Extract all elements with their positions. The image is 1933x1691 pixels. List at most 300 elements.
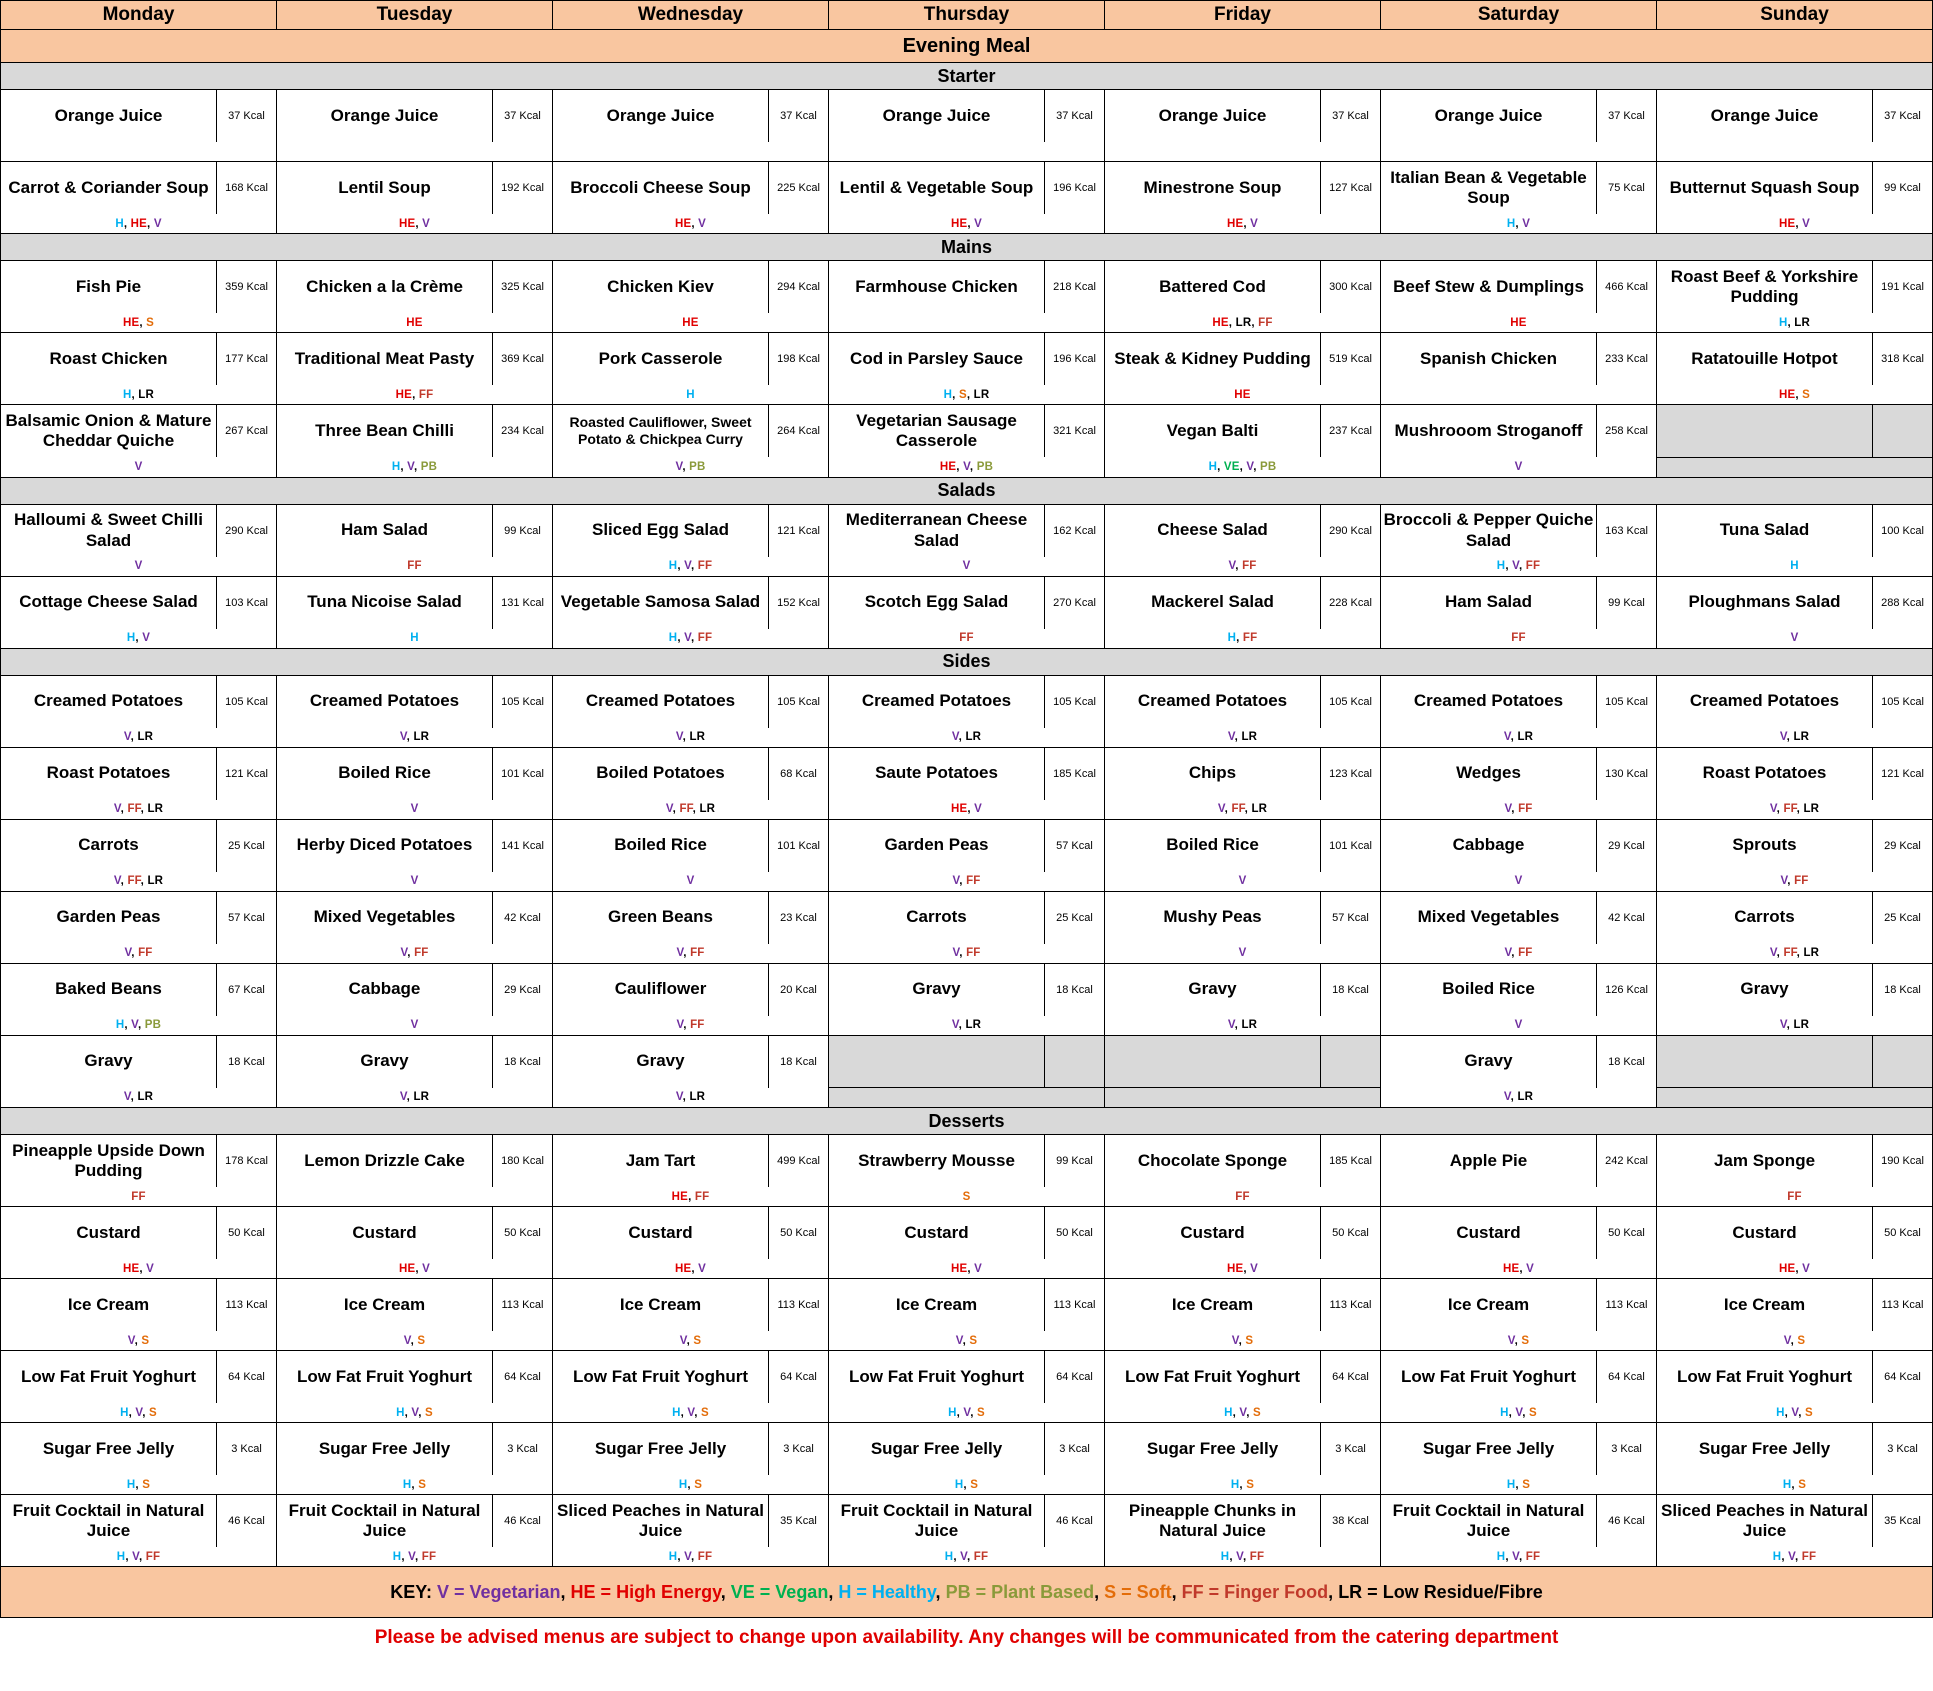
diet-tag-h: H (948, 1406, 957, 1419)
dish-kcal: 42 Kcal (1597, 891, 1657, 944)
tag-separator: , (682, 1091, 690, 1104)
dish-name: Farmhouse Chicken (829, 261, 1045, 314)
diet-tag-h: H (126, 1478, 136, 1491)
dish-name: Broccoli Cheese Soup (553, 162, 769, 215)
dish-tags (1381, 313, 1657, 333)
menu-tags-row (1, 1187, 1933, 1207)
diet-tag-v: V (960, 1550, 967, 1563)
diet-tag-lr: LR (965, 1019, 982, 1031)
dish-tags (1381, 800, 1657, 820)
dish-name: Ice Cream (1, 1279, 217, 1332)
dish-name: Gravy (1381, 1035, 1597, 1088)
tag-separator: , (1514, 1334, 1522, 1347)
section-header-desserts: Desserts (1, 1108, 1933, 1135)
dish-kcal: 113 Kcal (1321, 1279, 1381, 1332)
menu-tags-row (1, 800, 1933, 820)
dish-kcal: 121 Kcal (769, 504, 829, 557)
tag-separator: , (140, 875, 148, 887)
dish-name: Jam Tart (553, 1135, 769, 1188)
dish-kcal: 466 Kcal (1597, 261, 1657, 314)
dish-tags (277, 457, 553, 477)
section-row-mains (1, 234, 1933, 261)
section-row-sides (1, 648, 1933, 675)
dish-tags (1105, 557, 1381, 577)
diet-tag-ff: FF (694, 1190, 710, 1203)
tag-separator: , (1242, 1550, 1250, 1563)
dish-tags (1381, 457, 1657, 477)
menu-item-row (1, 1207, 1933, 1260)
tag-separator: , (1232, 1406, 1240, 1419)
dish-name: Broccoli & Pepper Quiche Salad (1381, 504, 1597, 557)
tag-separator: , (406, 1091, 414, 1104)
diet-tag-h: H (1220, 1550, 1230, 1563)
dish-name: Minestrone Soup (1105, 162, 1321, 215)
diet-tag-h: H (1230, 1478, 1240, 1491)
legend-separator: , (828, 1581, 839, 1602)
dish-tags (1657, 1475, 1933, 1495)
menu-body (1, 1, 1933, 1659)
legend-key (1, 1567, 1933, 1618)
menu-item-row (1, 1035, 1933, 1088)
tag-separator: , (953, 1550, 961, 1563)
diet-tag-v: V (1238, 947, 1247, 959)
empty-cell (1657, 405, 1873, 458)
dish-kcal: 67 Kcal (217, 963, 277, 1016)
diet-tag-s: S (1253, 1406, 1261, 1419)
dish-tags (277, 944, 553, 964)
tag-separator: , (120, 803, 128, 815)
dish-name: Sugar Free Jelly (277, 1423, 493, 1476)
dish-tags (553, 385, 829, 405)
diet-tag-he: HE (1212, 316, 1229, 329)
legend-entry-lr: LR = Low Residue/Fibre (1338, 1581, 1543, 1602)
dish-kcal: 3 Kcal (769, 1423, 829, 1476)
diet-tag-lr: LR (138, 388, 155, 401)
diet-tag-lr: LR (689, 731, 706, 743)
diet-tag-ff: FF (138, 947, 153, 959)
dish-kcal: 64 Kcal (1321, 1351, 1381, 1404)
dish-tags (277, 872, 553, 892)
menu-tags-row (1, 944, 1933, 964)
tag-separator: , (1224, 803, 1232, 815)
dish-name: Lemon Drizzle Cake (277, 1135, 493, 1188)
menu-tags-row (1, 1016, 1933, 1036)
diet-tag-lr: LR (1517, 731, 1534, 743)
diet-tag-v: V (410, 1019, 419, 1031)
dish-kcal: 130 Kcal (1597, 747, 1657, 800)
dish-tags (1, 557, 277, 577)
dish-name: Ice Cream (1657, 1279, 1873, 1332)
dish-name: Ratatouille Hotpot (1657, 333, 1873, 386)
diet-tag-v: V (1246, 460, 1254, 473)
menu-item-row (1, 819, 1933, 872)
diet-tag-s: S (1522, 1478, 1531, 1491)
dish-kcal: 325 Kcal (493, 261, 553, 314)
diet-tag-he: HE (1778, 217, 1796, 230)
diet-tag-h: H (115, 217, 124, 230)
dish-kcal: 37 Kcal (1321, 90, 1381, 143)
dish-kcal: 18 Kcal (1321, 963, 1381, 1016)
diet-tag-ff: FF (697, 560, 713, 572)
dish-name: Custard (277, 1207, 493, 1260)
tag-separator: , (135, 1478, 143, 1491)
day-header-tuesday: Tuesday (277, 1, 553, 30)
tag-separator: , (123, 217, 131, 230)
diet-tag-v: V (1779, 731, 1787, 743)
diet-tag-v: V (974, 803, 983, 815)
dish-kcal: 99 Kcal (493, 504, 553, 557)
diet-tag-v: V (1780, 875, 1788, 887)
dish-name: Fruit Cocktail in Natural Juice (1, 1495, 217, 1548)
dish-kcal: 101 Kcal (769, 819, 829, 872)
dish-name: Creamed Potatoes (277, 675, 493, 728)
dish-tags (829, 728, 1105, 748)
diet-tag-s: S (694, 1478, 703, 1491)
dish-tags (1657, 1547, 1933, 1567)
dish-name: Fish Pie (1, 261, 217, 314)
dish-tags (1, 1016, 277, 1036)
dish-tags (1105, 728, 1381, 748)
dish-kcal: 3 Kcal (1321, 1423, 1381, 1476)
tag-separator: , (1787, 316, 1795, 329)
diet-tag-lr: LR (1793, 1019, 1810, 1031)
diet-tag-s: S (425, 1406, 433, 1419)
dish-tags (277, 1403, 553, 1423)
diet-tag-v: V (146, 1262, 155, 1275)
tag-separator: , (400, 460, 408, 473)
section-header-mains: Mains (1, 234, 1933, 261)
dish-tags (1657, 800, 1933, 820)
dish-kcal: 369 Kcal (493, 333, 553, 386)
dish-kcal: 141 Kcal (493, 819, 553, 872)
tag-separator: , (415, 217, 423, 230)
dish-name: Ice Cream (277, 1279, 493, 1332)
diet-tag-h: H (1496, 560, 1506, 572)
day-header-wednesday: Wednesday (553, 1, 829, 30)
dish-name: Sugar Free Jelly (1, 1423, 217, 1476)
dish-tags (1, 313, 277, 333)
diet-tag-s: S (970, 1478, 979, 1491)
diet-tag-lr: LR (1793, 731, 1810, 743)
menu-item-row (1, 1135, 1933, 1188)
diet-tag-v: V (410, 803, 419, 815)
dish-kcal: 191 Kcal (1873, 261, 1933, 314)
dish-name: Mushy Peas (1105, 891, 1321, 944)
menu-item-row (1, 504, 1933, 557)
tag-separator: , (131, 388, 139, 401)
tag-separator: , (677, 632, 685, 644)
dish-tags (1381, 557, 1657, 577)
dish-tags (1105, 800, 1381, 820)
diet-tag-he: HE (1502, 1262, 1520, 1275)
dish-kcal: 290 Kcal (1321, 504, 1381, 557)
diet-tag-s: S (1246, 1478, 1255, 1491)
diet-tag-v: V (134, 460, 143, 473)
dish-name: Vegan Balti (1105, 405, 1321, 458)
section-header-sides: Sides (1, 648, 1933, 675)
dish-tags (277, 1475, 553, 1495)
dish-kcal: 37 Kcal (217, 90, 277, 143)
diet-tag-h: H (1506, 217, 1516, 230)
diet-tag-v: V (127, 1334, 135, 1347)
diet-tag-ff: FF (690, 1019, 705, 1031)
dish-name: Ploughmans Salad (1657, 576, 1873, 629)
dish-name: Orange Juice (1657, 90, 1873, 143)
diet-tag-v: V (153, 217, 162, 230)
dish-kcal: 50 Kcal (1045, 1207, 1105, 1260)
dish-tags (277, 1187, 553, 1207)
dish-tags (1105, 1259, 1381, 1279)
tag-separator: , (1515, 1478, 1523, 1491)
dish-name: Mediterranean Cheese Salad (829, 504, 1045, 557)
diet-tag-h: H (122, 388, 132, 401)
dish-name: Gravy (829, 963, 1045, 1016)
tag-separator: , (1510, 1091, 1518, 1104)
dish-name: Balsamic Onion & Mature Cheddar Quiche (1, 405, 217, 458)
diet-tag-ve: VE (1223, 460, 1240, 473)
dish-tags (1, 1403, 277, 1423)
diet-tag-he: HE (674, 217, 692, 230)
dish-tags (1105, 1331, 1381, 1351)
dish-kcal: 168 Kcal (217, 162, 277, 215)
diet-tag-v: V (1217, 803, 1225, 815)
dish-name: Creamed Potatoes (829, 675, 1045, 728)
diet-tag-v: V (403, 1334, 411, 1347)
diet-tag-h: H (1506, 1478, 1516, 1491)
dish-name: Pork Casserole (553, 333, 769, 386)
dish-tags (1657, 728, 1933, 748)
dish-kcal: 18 Kcal (769, 1035, 829, 1088)
dish-kcal: 29 Kcal (1597, 819, 1657, 872)
dish-kcal: 3 Kcal (1873, 1423, 1933, 1476)
dish-name: Pineapple Upside Down Pudding (1, 1135, 217, 1188)
legend-entry-s: S = Soft (1104, 1581, 1172, 1602)
menu-item-row (1, 576, 1933, 629)
dish-tags (829, 1547, 1105, 1567)
dish-tags (829, 629, 1105, 649)
dish-name: Mixed Vegetables (277, 891, 493, 944)
dish-tags (1, 1475, 277, 1495)
dish-name: Halloumi & Sweet Chilli Salad (1, 504, 217, 557)
diet-tag-pb: PB (689, 460, 706, 473)
tag-separator: , (1515, 217, 1523, 230)
dish-kcal: 163 Kcal (1597, 504, 1657, 557)
dish-tags (1381, 1547, 1657, 1567)
diet-tag-he: HE (674, 1262, 692, 1275)
dish-name: Three Bean Chilli (277, 405, 493, 458)
tag-separator: , (147, 217, 154, 230)
menu-tags-row (1, 728, 1933, 748)
dish-tags (1381, 629, 1657, 649)
dish-tags (1105, 629, 1381, 649)
diet-tag-v: V (963, 460, 970, 473)
dish-kcal: 126 Kcal (1597, 963, 1657, 1016)
dish-kcal: 101 Kcal (493, 747, 553, 800)
diet-tag-s: S (146, 316, 155, 329)
diet-tag-h: H (1776, 1406, 1785, 1419)
empty-cell (1045, 1035, 1105, 1088)
dish-tags (553, 557, 829, 577)
tag-separator: , (401, 1550, 409, 1563)
dish-tags (1657, 1016, 1933, 1036)
tag-separator: , (959, 875, 967, 887)
dish-kcal: 225 Kcal (769, 162, 829, 215)
dish-kcal: 123 Kcal (1321, 747, 1381, 800)
legend-entry-he: HE = High Energy (570, 1581, 721, 1602)
tag-separator: , (1794, 1550, 1802, 1563)
dish-tags (553, 142, 829, 162)
menu-item-row (1, 1351, 1933, 1404)
diet-tag-lr: LR (1235, 316, 1252, 329)
diet-tag-lr: LR (413, 1091, 430, 1104)
diet-tag-s: S (1805, 1406, 1813, 1419)
dish-tags (1381, 1475, 1657, 1495)
dish-kcal: 185 Kcal (1321, 1135, 1381, 1188)
dish-tags (553, 728, 829, 748)
dish-kcal: 99 Kcal (1597, 576, 1657, 629)
diet-tag-lr: LR (1251, 803, 1268, 815)
menu-item-row (1, 261, 1933, 314)
diet-tag-ff: FF (418, 388, 434, 401)
tag-separator: , (1243, 217, 1251, 230)
menu-item-row (1, 675, 1933, 728)
diet-tag-h: H (1790, 560, 1799, 572)
dish-kcal: 64 Kcal (493, 1351, 553, 1404)
dish-tags (1381, 1403, 1657, 1423)
dish-kcal: 190 Kcal (1873, 1135, 1933, 1188)
tag-separator: , (682, 460, 690, 473)
diet-tag-ff: FF (1235, 1190, 1250, 1203)
dish-name: Roast Chicken (1, 333, 217, 386)
dish-name: Garden Peas (1, 891, 217, 944)
diet-tag-v: V (1779, 1019, 1787, 1031)
diet-tag-ff: FF (1511, 632, 1526, 644)
diet-tag-v: V (951, 731, 959, 743)
dish-kcal: 233 Kcal (1597, 333, 1657, 386)
diet-tag-h: H (686, 388, 695, 401)
menu-tags-row (1, 1475, 1933, 1495)
dish-kcal: 321 Kcal (1045, 405, 1105, 458)
menu-item-row (1, 90, 1933, 143)
dish-kcal: 294 Kcal (769, 261, 829, 314)
day-header-monday: Monday (1, 1, 277, 30)
diet-tag-v: V (974, 217, 983, 230)
dish-kcal: 242 Kcal (1597, 1135, 1657, 1188)
dish-name: Carrots (829, 891, 1045, 944)
menu-item-row (1, 747, 1933, 800)
diet-tag-h: H (1227, 632, 1237, 644)
tag-separator: , (694, 1406, 702, 1419)
dish-tags (829, 872, 1105, 892)
diet-tag-ff: FF (1242, 560, 1257, 572)
dish-kcal: 64 Kcal (217, 1351, 277, 1404)
diet-tag-h: H (668, 560, 678, 572)
diet-tag-s: S (701, 1406, 709, 1419)
diet-tag-v: V (665, 803, 673, 815)
diet-tag-s: S (1521, 1334, 1530, 1347)
diet-tag-lr: LR (1241, 1019, 1258, 1031)
tag-separator: , (1791, 1478, 1799, 1491)
dish-name: Boiled Rice (553, 819, 769, 872)
diet-tag-ff: FF (127, 803, 141, 815)
diet-tag-h: H (126, 632, 136, 644)
diet-tag-h: H (396, 1406, 405, 1419)
diet-tag-h: H (943, 388, 953, 401)
tag-separator: , (1238, 1334, 1246, 1347)
dish-tags (1105, 142, 1381, 162)
section-header-salads: Salads (1, 477, 1933, 504)
dish-kcal: 99 Kcal (1873, 162, 1933, 215)
dish-tags (1105, 1403, 1381, 1423)
dish-name: Tuna Salad (1657, 504, 1873, 557)
diet-tag-he: HE (950, 217, 968, 230)
dish-tags (829, 1475, 1105, 1495)
tag-separator: , (1251, 316, 1259, 329)
menu-tags-row (1, 1259, 1933, 1279)
dish-name: Custard (1381, 1207, 1597, 1260)
dish-name: Lentil & Vegetable Soup (829, 162, 1045, 215)
menu-tags-row (1, 1331, 1933, 1351)
dish-name: Steak & Kidney Pudding (1105, 333, 1321, 386)
diet-tag-h: H (954, 1478, 964, 1491)
dish-name: Boiled Rice (1105, 819, 1321, 872)
diet-tag-he: HE (950, 1262, 968, 1275)
diet-tag-v: V (399, 1091, 407, 1104)
dish-kcal: 46 Kcal (1597, 1495, 1657, 1548)
diet-tag-ff: FF (127, 875, 141, 887)
dish-kcal: 57 Kcal (1045, 819, 1105, 872)
tag-separator: , (962, 1334, 970, 1347)
diet-tag-v: V (408, 1550, 415, 1563)
diet-tag-lr: LR (147, 875, 164, 887)
dish-kcal: 105 Kcal (1045, 675, 1105, 728)
tag-separator: , (958, 731, 966, 743)
dish-kcal: 234 Kcal (493, 405, 553, 458)
section-header-starter: Starter (1, 63, 1933, 90)
diet-tag-v: V (1512, 560, 1519, 572)
diet-tag-s: S (1798, 1478, 1807, 1491)
legend-separator: , (560, 1581, 571, 1602)
dish-kcal: 50 Kcal (217, 1207, 277, 1260)
dish-kcal: 50 Kcal (493, 1207, 553, 1260)
dish-tags (1, 214, 277, 234)
dish-name: Roast Beef & Yorkshire Pudding (1657, 261, 1873, 314)
dish-tags (1381, 1016, 1657, 1036)
dish-tags (1105, 457, 1381, 477)
diet-tag-h: H (116, 1550, 126, 1563)
diet-tag-v: V (411, 1406, 419, 1419)
diet-tag-v: V (684, 560, 691, 572)
menu-tags-row (1, 385, 1933, 405)
meal-title: Evening Meal (1, 30, 1933, 63)
dish-tags (1657, 1187, 1933, 1207)
dish-kcal: 3 Kcal (217, 1423, 277, 1476)
diet-tag-s: S (977, 1406, 985, 1419)
diet-tag-he: HE (398, 217, 416, 230)
dish-name: Chips (1105, 747, 1321, 800)
dish-tags (829, 1016, 1105, 1036)
dish-kcal: 46 Kcal (217, 1495, 277, 1548)
menu-item-row (1, 162, 1933, 215)
dish-kcal: 264 Kcal (769, 405, 829, 458)
dish-tags (1381, 1187, 1657, 1207)
dish-name: Pineapple Chunks in Natural Juice (1105, 1495, 1321, 1548)
tag-separator: , (1784, 1406, 1792, 1419)
dish-name: Custard (1657, 1207, 1873, 1260)
tag-separator: , (956, 460, 964, 473)
dish-tags (553, 1187, 829, 1207)
tag-separator: , (691, 217, 699, 230)
